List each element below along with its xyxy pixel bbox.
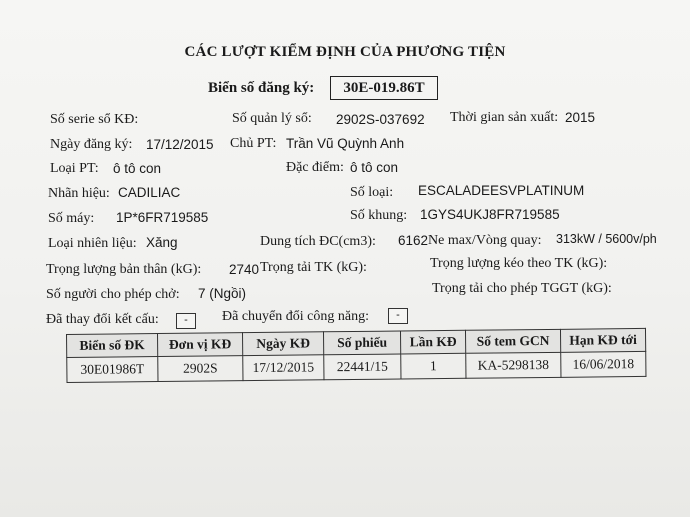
gross-weight-label: Trọng tải cho phép TGGT (kG): [432, 281, 612, 296]
manage-no-label: Số quản lý sổ: [232, 111, 312, 126]
cell-ticket: 22441/15 [324, 354, 401, 380]
feature-value: ô tô con [350, 160, 399, 175]
year-value: 2015 [565, 110, 596, 125]
feature-label: Đặc điểm: [286, 160, 344, 175]
function-change-label: Đã chuyển đổi công năng: [222, 309, 369, 324]
curb-weight-label: Trọng lượng bản thân (kG): [46, 262, 202, 277]
vehicle-type-value: ô tô con [113, 161, 162, 176]
col-ticket: Số phiếu [323, 331, 400, 355]
col-plate: Biển số ĐK [67, 334, 158, 358]
year-label: Thời gian sản xuất: [450, 110, 559, 125]
document-title: CÁC LƯỢT KIỂM ĐỊNH CỦA PHƯƠNG TIỆN [184, 44, 506, 60]
seats-label: Số người cho phép chở: [46, 287, 180, 302]
manage-no-value: 2902S-037692 [336, 112, 425, 127]
reg-date-label: Ngày đăng ký: [50, 137, 133, 152]
vehicle-type-label: Loại PT: [50, 161, 99, 176]
cell-expiry: 16/06/2018 [561, 351, 646, 377]
col-unit: Đơn vị KĐ [158, 333, 243, 357]
plate-label: Biển số đăng ký: [208, 80, 315, 96]
inspection-table [66, 328, 646, 383]
model-value: ESCALADEESVPLATINUM [418, 183, 585, 198]
seats-value: 7 (Ngồi) [198, 286, 247, 301]
brand-value: CADILIAC [118, 185, 181, 200]
cell-plate: 30E01986T [67, 357, 158, 383]
owner-label: Chủ PT: [230, 136, 277, 151]
col-date: Ngày KĐ [242, 332, 323, 356]
engine-no-value: 1P*6FR719585 [116, 210, 209, 225]
owner-value: Trần Vũ Quỳnh Anh [286, 136, 405, 151]
table-row [67, 351, 646, 382]
chassis-no-value: 1GYS4UKJ8FR719585 [420, 207, 560, 222]
structure-change-box: - [176, 313, 196, 329]
payload-label: Trọng tải TK (kG): [260, 260, 367, 275]
power-value: 313kW / 5600v/ph [556, 232, 657, 246]
structure-change-label: Đã thay đổi kết cấu: [46, 312, 159, 327]
cell-count: 1 [401, 353, 466, 379]
fuel-value: Xăng [146, 235, 178, 250]
power-label: Ne max/Vòng quay: [428, 233, 542, 248]
fuel-label: Loại nhiên liệu: [48, 236, 137, 251]
displacement-label: Dung tích ĐC(cm3): [260, 234, 376, 249]
brand-label: Nhãn hiệu: [48, 186, 110, 201]
col-expiry: Hạn KĐ tới [560, 328, 645, 352]
cell-stamp: KA-5298138 [466, 352, 561, 378]
towing-weight-label: Trọng lượng kéo theo TK (kG): [430, 256, 608, 271]
col-count: Lần KĐ [400, 330, 465, 354]
plate-number-box: 30E-019.86T [330, 76, 438, 100]
col-stamp: Số tem GCN [465, 329, 560, 353]
displacement-value: 6162 [398, 233, 429, 248]
engine-no-label: Số máy: [48, 211, 95, 226]
serial-label: Số serie sổ KĐ: [50, 112, 139, 127]
reg-date-value: 17/12/2015 [146, 137, 214, 152]
cell-unit: 2902S [158, 356, 243, 382]
cell-date: 17/12/2015 [243, 355, 324, 381]
model-label: Số loại: [350, 185, 394, 200]
function-change-box: - [388, 308, 408, 324]
curb-weight-value: 2740 [229, 262, 260, 277]
chassis-no-label: Số khung: [350, 208, 408, 223]
